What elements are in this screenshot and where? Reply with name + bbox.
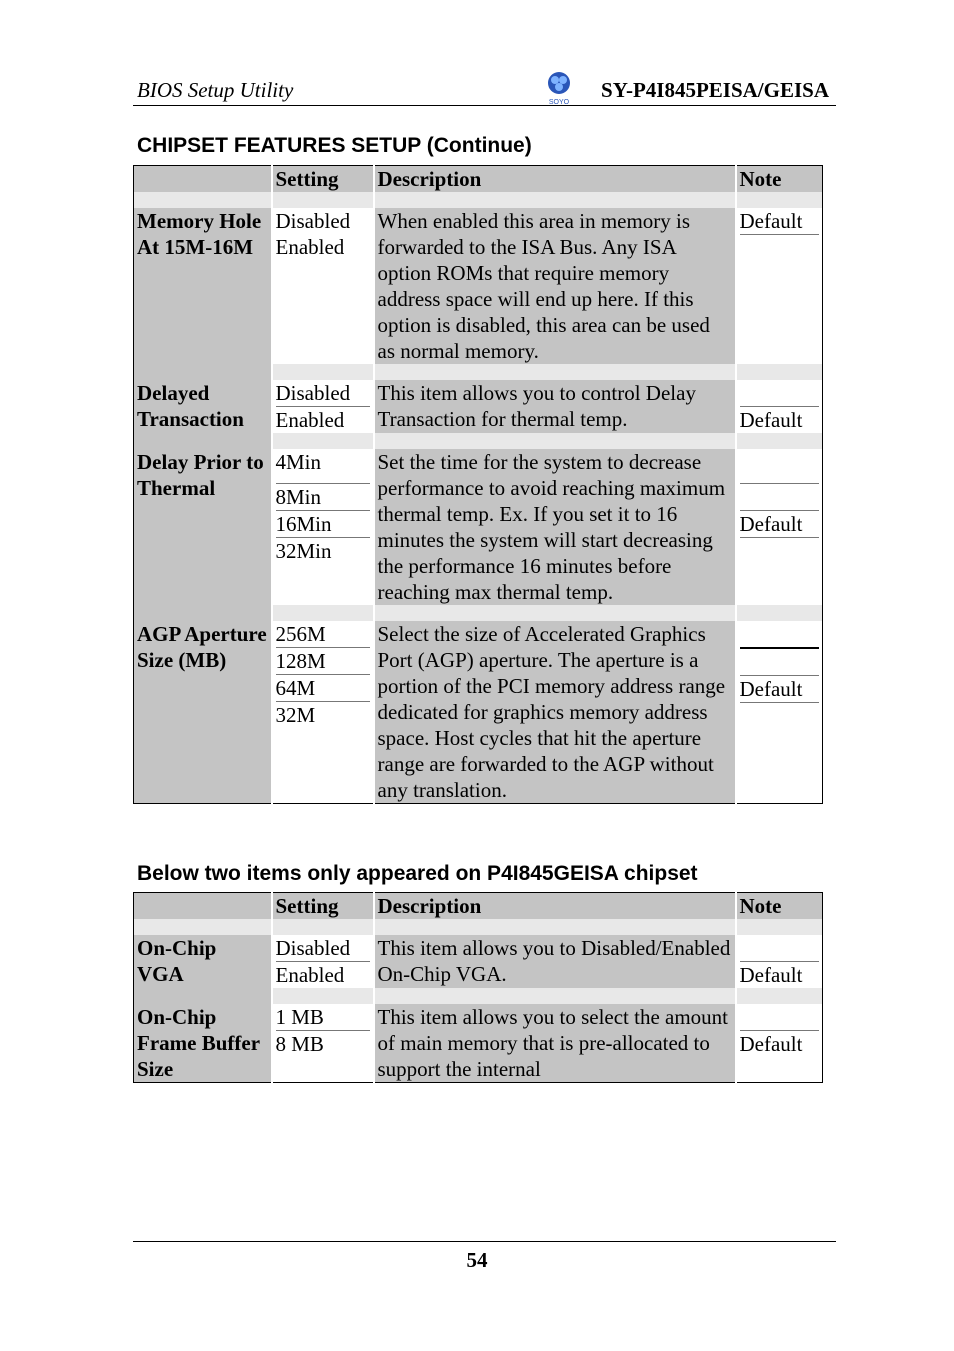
setting-option: Disabled xyxy=(276,380,370,407)
table-header-row xyxy=(134,893,823,920)
note-value: Default xyxy=(740,208,820,235)
setting-option: 128M xyxy=(276,648,370,675)
column-header-note: Note xyxy=(736,166,823,193)
note-value: Default xyxy=(739,1032,803,1056)
note-value xyxy=(740,621,820,649)
table-header-row xyxy=(134,166,823,193)
header-divider xyxy=(133,105,836,106)
footer-divider xyxy=(133,1241,836,1242)
note-value xyxy=(740,1004,820,1031)
setting-option: 64M xyxy=(276,675,370,702)
note-value xyxy=(740,449,820,484)
section-title-geisa: Below two items only appeared on P4I845GEISA chipset xyxy=(137,862,698,885)
item-name: AGP Aperture Size (MB) xyxy=(137,622,267,672)
setting-option: Enabled xyxy=(275,235,345,259)
header-model: SY-P4I845PEISA/GEISA xyxy=(601,78,829,102)
setting-option: 8 MB xyxy=(275,1032,324,1056)
note-value xyxy=(740,380,820,407)
note-value xyxy=(740,484,820,511)
item-name: Delay Prior to Thermal xyxy=(137,450,264,500)
table-row xyxy=(134,935,823,988)
table-row xyxy=(134,380,823,433)
column-header-setting: Setting xyxy=(272,166,374,193)
note-value: Default xyxy=(739,963,803,987)
column-header-setting: Setting xyxy=(272,893,374,920)
item-description: This item allows you to select the amount of main memory that is pre-allocated to support the internal xyxy=(377,1005,729,1081)
soyo-logo-icon xyxy=(542,70,576,106)
column-header-note: Note xyxy=(736,893,823,920)
setting-option: Enabled xyxy=(275,963,345,987)
setting-option: 1 MB xyxy=(276,1004,370,1031)
geisa-items-table xyxy=(133,892,823,1083)
note-value xyxy=(740,649,820,676)
item-description: Select the size of Accelerated Graphics Port (AGP) aperture. The aperture is a portion of the PCI memory address range dedicated for graphics memory address space. Host cycles that hit the aperture range are forwarded to the AGP without any translation. xyxy=(377,622,726,802)
table-row xyxy=(134,208,823,364)
item-description: This item allows you to control Delay Transaction for thermal temp. xyxy=(377,381,696,431)
note-value: Default xyxy=(740,511,820,538)
item-description: When enabled this area in memory is forwarded to the ISA Bus. Any ISA option ROMs that require memory address space will end up here. If this option is disabled, this area can be used as normal memory. xyxy=(377,209,710,363)
item-name: Memory Hole At 15M-16M xyxy=(137,209,262,259)
setting-option: 256M xyxy=(276,621,370,648)
column-header-item xyxy=(134,893,272,920)
chipset-features-table xyxy=(133,165,823,804)
item-description: Set the time for the system to decrease performance to avoid reaching maximum thermal temp. Ex. If you set it to 16 minutes the system will start decreasing the performance 16 minutes before reaching max thermal temp. xyxy=(377,450,726,604)
svg-text:SOYO: SOYO xyxy=(548,99,570,106)
setting-option: Disabled xyxy=(276,935,370,962)
note-value: Default xyxy=(740,676,820,703)
setting-option: 8Min xyxy=(276,484,370,511)
column-header-description: Description xyxy=(374,893,736,920)
setting-option: 16Min xyxy=(276,511,370,538)
item-name: On-Chip Frame Buffer Size xyxy=(137,1005,260,1081)
note-value xyxy=(740,935,820,962)
column-header-item xyxy=(134,166,272,193)
table-row xyxy=(134,621,823,804)
setting-option: 32Min xyxy=(275,539,332,563)
item-name: Delayed Transaction xyxy=(137,381,244,431)
note-value: Default xyxy=(739,408,803,432)
page-number: 54 xyxy=(466,1248,488,1272)
setting-option: Enabled xyxy=(275,408,345,432)
item-description: This item allows you to Disabled/Enabled On-Chip VGA. xyxy=(377,936,731,986)
item-name: On-Chip VGA xyxy=(137,936,217,986)
section-title-chipset: CHIPSET FEATURES SETUP (Continue) xyxy=(137,134,532,157)
setting-option: Disabled xyxy=(275,209,351,233)
column-header-description: Description xyxy=(374,166,736,193)
table-row xyxy=(134,449,823,605)
table-row xyxy=(134,1004,823,1083)
setting-option: 4Min xyxy=(276,449,370,484)
header-title: BIOS Setup Utility xyxy=(137,78,294,102)
setting-option: 32M xyxy=(275,703,316,727)
